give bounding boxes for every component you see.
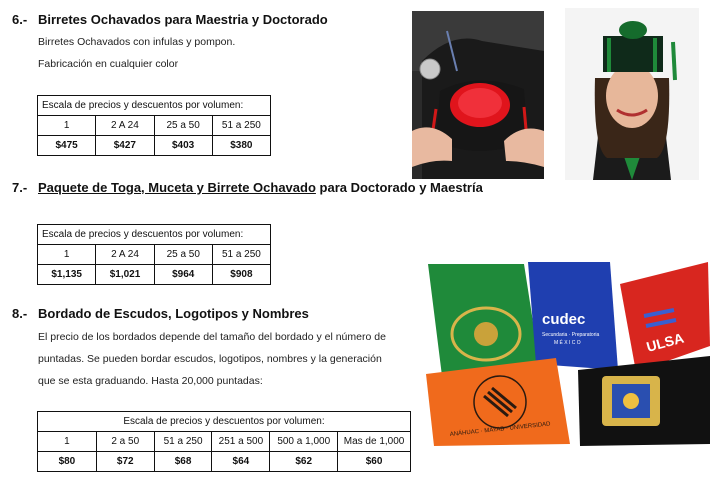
embroidered-stoles-photo xyxy=(424,260,712,448)
qty-cell: 51 a 250 xyxy=(212,116,270,136)
qty-cell: 1 xyxy=(38,432,97,452)
section-7-price-table xyxy=(37,224,271,285)
section-8-price-table xyxy=(37,411,411,472)
section-8-line-3: que se esta graduando. Hasta 20,000 puntadas: xyxy=(38,375,263,387)
qty-cell: 25 a 50 xyxy=(154,245,212,265)
blue-stole-country: M É X I C O xyxy=(554,340,581,346)
table-caption: Escala de precios y descuentos por volumen: xyxy=(38,96,271,116)
price-cell: $908 xyxy=(212,265,270,285)
section-8-title: Bordado de Escudos, Logotipos y Nombres xyxy=(38,306,309,321)
table-caption: Escala de precios y descuentos por volumen: xyxy=(38,225,271,245)
section-6-number: 6.- xyxy=(12,12,28,27)
table-caption: Escala de precios y descuentos por volumen: xyxy=(38,412,411,432)
section-6-line-1: Birretes Ochavados con infulas y pompon. xyxy=(38,36,236,48)
birrete-hands-photo xyxy=(412,11,544,179)
section-7-title-underlined: Paquete de Toga, Muceta y Birrete Ochavado xyxy=(38,180,316,195)
woman-birrete-photo xyxy=(565,8,699,180)
orange-stole-text: ANÁHUAC · MAYAB · UNIVERSIDAD xyxy=(449,421,551,438)
blue-stole-logo: cudec xyxy=(542,311,586,328)
blue-stole-sub: Secundaria · Preparatoria xyxy=(542,332,600,338)
red-stole-text: ULSA xyxy=(644,329,686,355)
qty-cell: 1 xyxy=(38,116,96,136)
qty-cell: Mas de 1,000 xyxy=(338,432,411,452)
qty-cell: 1 xyxy=(38,245,96,265)
price-cell: $403 xyxy=(154,136,212,156)
qty-cell: 2 a 50 xyxy=(96,432,154,452)
section-7-title-rest: para Doctorado y Maestría xyxy=(315,180,483,195)
section-6-title: Birretes Ochavados para Maestria y Doctorado xyxy=(38,12,328,27)
price-cell: $964 xyxy=(154,265,212,285)
section-8-heading xyxy=(12,306,309,321)
price-cell: $60 xyxy=(338,452,411,472)
qty-cell: 51 a 250 xyxy=(212,245,270,265)
section-7-number: 7.- xyxy=(12,180,28,195)
qty-cell: 2 A 24 xyxy=(96,116,154,136)
section-7-heading xyxy=(12,180,483,195)
price-cell: $1,021 xyxy=(96,265,154,285)
section-8-line-2: puntadas. Se pueden bordar escudos, logotipos, nombres y la generación xyxy=(38,353,382,365)
section-8-line-1: El precio de los bordados depende del tamaño del bordado y el número de xyxy=(38,331,386,343)
price-cell: $64 xyxy=(212,452,270,472)
qty-cell: 2 A 24 xyxy=(96,245,154,265)
qty-cell: 51 a 250 xyxy=(154,432,212,452)
price-cell: $380 xyxy=(212,136,270,156)
qty-cell: 251 a 500 xyxy=(212,432,270,452)
price-cell: $475 xyxy=(38,136,96,156)
section-8-number: 8.- xyxy=(12,306,28,321)
price-cell: $62 xyxy=(270,452,338,472)
section-6-line-2: Fabricación en cualquier color xyxy=(38,58,179,70)
qty-cell: 25 a 50 xyxy=(154,116,212,136)
price-cell: $80 xyxy=(38,452,97,472)
price-cell: $68 xyxy=(154,452,212,472)
section-6-heading xyxy=(12,12,328,27)
section-6-price-table xyxy=(37,95,271,156)
price-cell: $72 xyxy=(96,452,154,472)
qty-cell: 500 a 1,000 xyxy=(270,432,338,452)
price-cell: $1,135 xyxy=(38,265,96,285)
price-cell: $427 xyxy=(96,136,154,156)
